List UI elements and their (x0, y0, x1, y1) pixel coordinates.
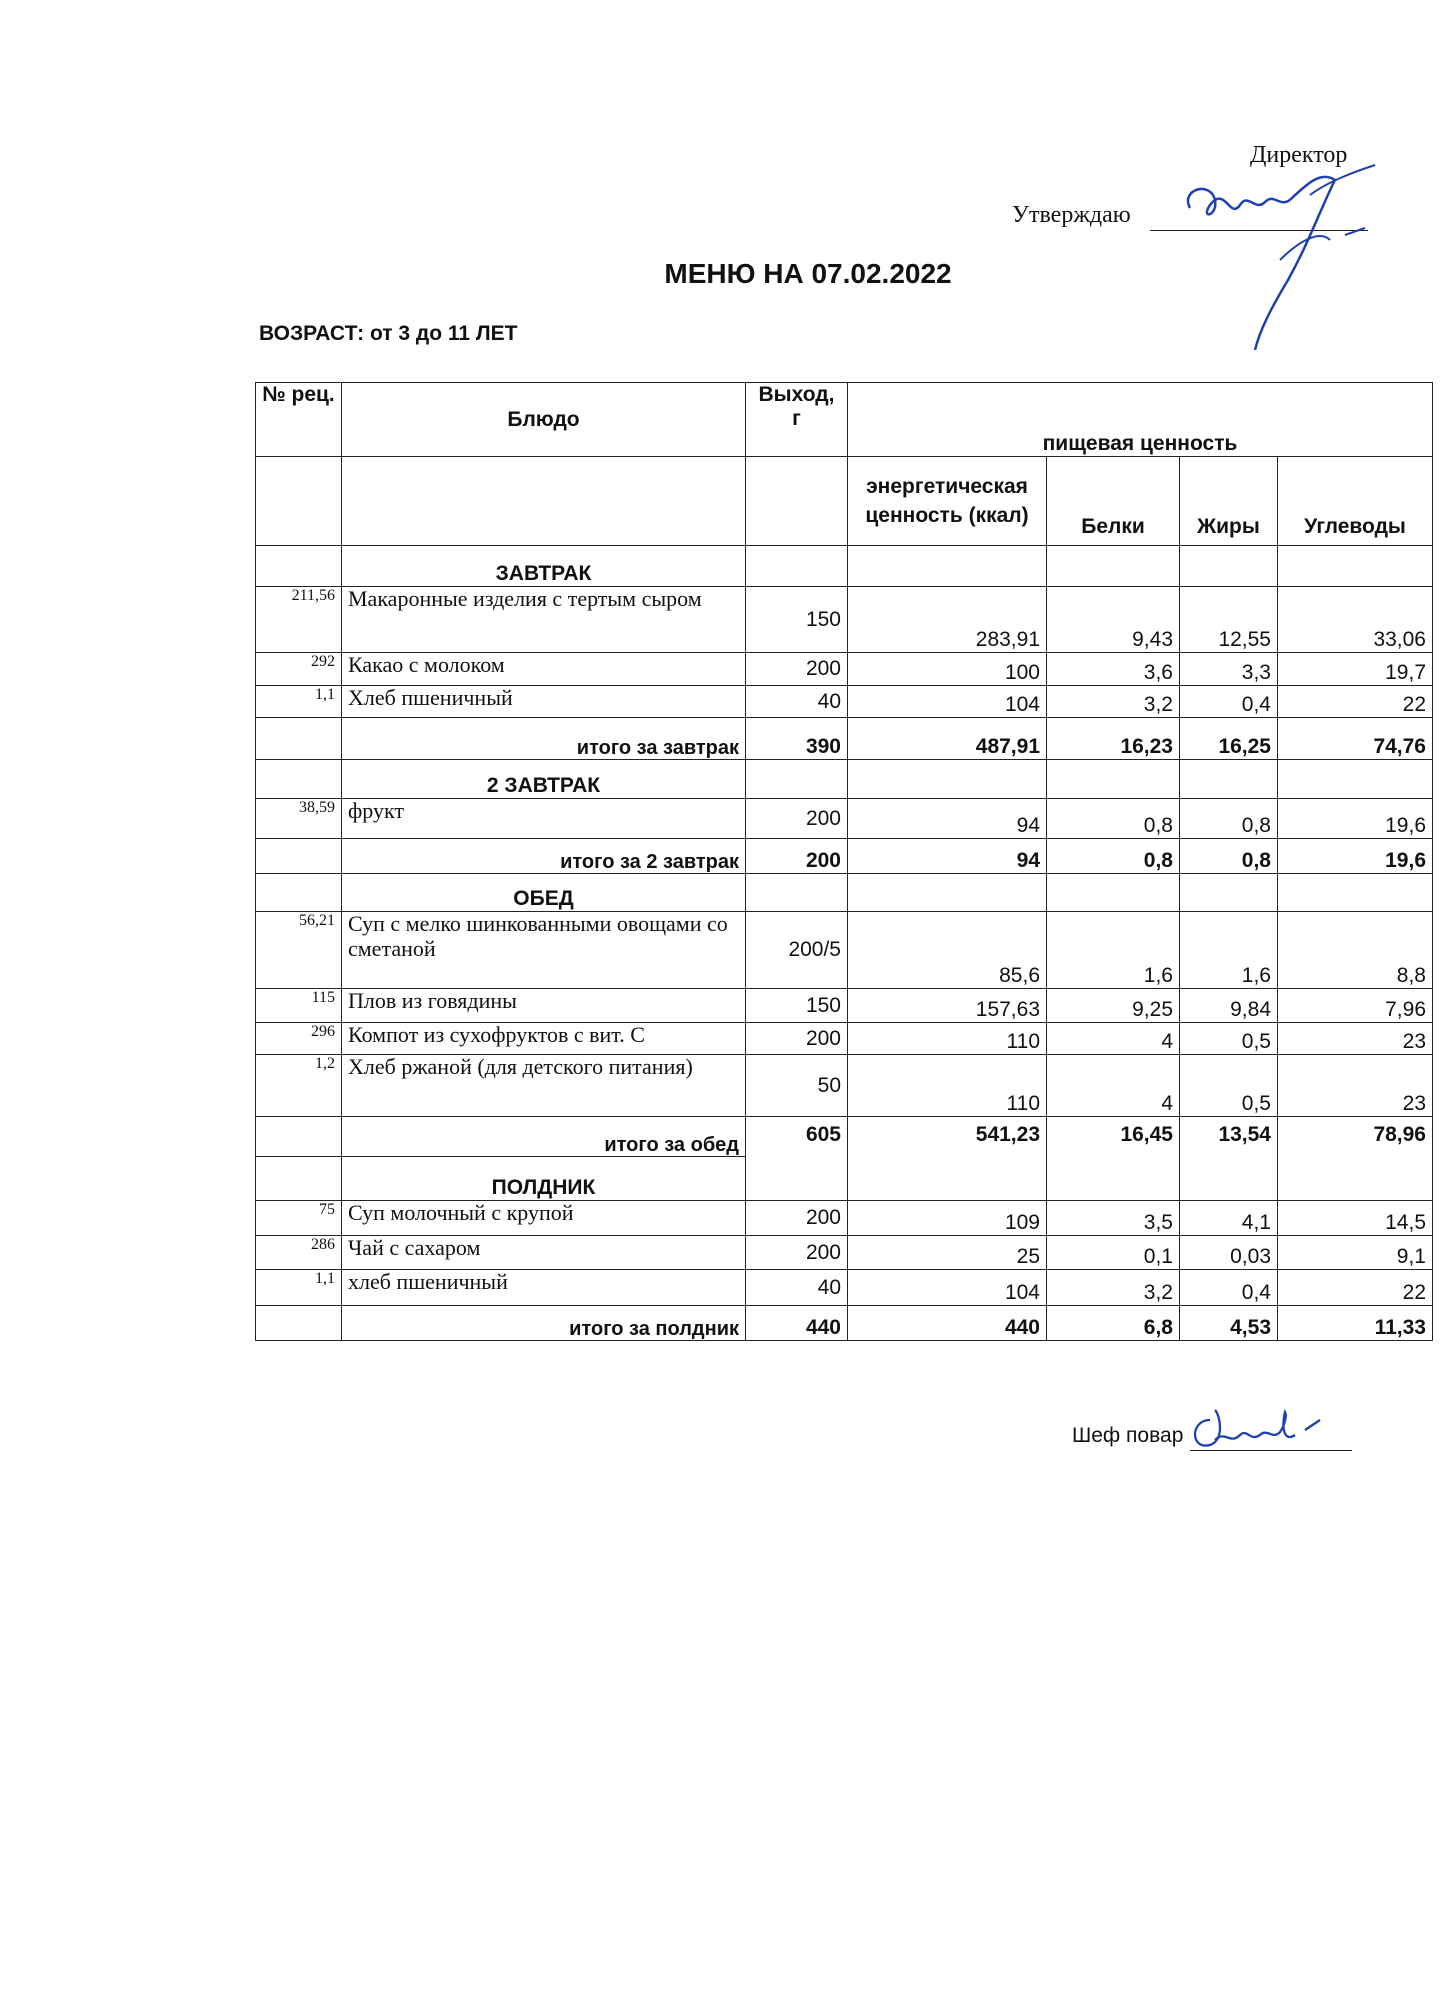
empty-cell (1180, 874, 1278, 912)
empty-cell (1047, 760, 1180, 799)
total-kcal: 94 (848, 839, 1047, 874)
empty-cell (256, 839, 342, 874)
total-yield: 200 (746, 839, 848, 874)
recipe-number: 1,1 (256, 1270, 342, 1306)
total-yield: 390 (746, 718, 848, 760)
yield-value: 40 (746, 686, 848, 718)
total-label: итого за обед (342, 1117, 746, 1157)
recipe-number: 286 (256, 1236, 342, 1270)
table-row (256, 653, 1433, 686)
empty-cell (746, 874, 848, 912)
empty-cell (848, 874, 1047, 912)
table-row (256, 989, 1433, 1023)
carbs-value: 7,96 (1278, 989, 1433, 1023)
total-protein: 16,23 (1047, 718, 1180, 760)
kcal-value: 94 (848, 799, 1047, 839)
total-label: итого за полдник (342, 1306, 746, 1341)
total-row (256, 718, 1433, 760)
recipe-number: 38,59 (256, 799, 342, 839)
dish-name: Суп молочный с крупой (342, 1201, 746, 1236)
col-header-protein: Белки (1047, 457, 1180, 546)
age-label: ВОЗРАСТ: от 3 до 11 ЛЕТ (259, 322, 518, 345)
kcal-value: 110 (848, 1023, 1047, 1055)
section-title: ОБЕД (342, 874, 746, 912)
table-row (256, 1270, 1433, 1306)
carbs-value: 19,7 (1278, 653, 1433, 686)
empty-cell (1180, 546, 1278, 587)
section-row (256, 546, 1433, 587)
kcal-value: 104 (848, 1270, 1047, 1306)
total-kcal: 440 (848, 1306, 1047, 1341)
recipe-number: 292 (256, 653, 342, 686)
kcal-value: 104 (848, 686, 1047, 718)
table-row (256, 1023, 1433, 1055)
kcal-value: 100 (848, 653, 1047, 686)
total-protein: 6,8 (1047, 1306, 1180, 1341)
total-protein: 0,8 (1047, 839, 1180, 874)
section-row (256, 874, 1433, 912)
protein-value: 3,6 (1047, 653, 1180, 686)
yield-value: 200 (746, 799, 848, 839)
protein-value: 0,1 (1047, 1236, 1180, 1270)
total-fat: 16,25 (1180, 718, 1278, 760)
dish-name: Какао с молоком (342, 653, 746, 686)
empty-cell (746, 760, 848, 799)
section-title: ПОЛДНИК (342, 1157, 746, 1201)
total-yield: 605 (746, 1117, 848, 1201)
total-fat: 13,54 (1180, 1117, 1278, 1201)
section-row (256, 760, 1433, 799)
director-label: Директор (1250, 142, 1348, 168)
yield-value: 150 (746, 587, 848, 653)
empty-cell (746, 546, 848, 587)
carbs-value: 33,06 (1278, 587, 1433, 653)
fat-value: 0,5 (1180, 1023, 1278, 1055)
fat-value: 1,6 (1180, 912, 1278, 989)
total-carbs: 78,96 (1278, 1117, 1433, 1201)
total-fat: 0,8 (1180, 839, 1278, 874)
director-signature (1170, 150, 1400, 360)
table-row (256, 686, 1433, 718)
empty-cell (1278, 546, 1433, 587)
total-label: итого за завтрак (342, 718, 746, 760)
fat-value: 0,4 (1180, 686, 1278, 718)
yield-value: 150 (746, 989, 848, 1023)
empty-cell (256, 457, 342, 546)
dish-name: Суп с мелко шинкованными овощами со сметаной (342, 912, 746, 989)
carbs-value: 9,1 (1278, 1236, 1433, 1270)
total-yield: 440 (746, 1306, 848, 1341)
empty-cell (256, 874, 342, 912)
table-row (256, 912, 1433, 989)
dish-name: Хлеб пшеничный (342, 686, 746, 718)
dish-name: хлеб пшеничный (342, 1270, 746, 1306)
empty-cell (1278, 874, 1433, 912)
total-carbs: 19,6 (1278, 839, 1433, 874)
recipe-number: 75 (256, 1201, 342, 1236)
fat-value: 0,4 (1180, 1270, 1278, 1306)
dish-name: фрукт (342, 799, 746, 839)
recipe-number: 56,21 (256, 912, 342, 989)
total-kcal: 541,23 (848, 1117, 1047, 1201)
col-header-fat: Жиры (1180, 457, 1278, 546)
recipe-number: 1,1 (256, 686, 342, 718)
dish-name: Плов из говядины (342, 989, 746, 1023)
chef-signature (1185, 1400, 1335, 1460)
carbs-value: 23 (1278, 1055, 1433, 1117)
protein-value: 0,8 (1047, 799, 1180, 839)
protein-value: 3,2 (1047, 1270, 1180, 1306)
empty-cell (256, 546, 342, 587)
empty-cell (342, 457, 746, 546)
recipe-number: 211,56 (256, 587, 342, 653)
table-row (256, 1055, 1433, 1117)
fat-value: 9,84 (1180, 989, 1278, 1023)
empty-cell (848, 760, 1047, 799)
approve-label: Утверждаю (1012, 202, 1131, 228)
total-kcal: 487,91 (848, 718, 1047, 760)
empty-cell (256, 1157, 342, 1201)
table-row (256, 799, 1433, 839)
yield-value: 200 (746, 1023, 848, 1055)
empty-cell (1047, 874, 1180, 912)
kcal-value: 25 (848, 1236, 1047, 1270)
fat-value: 0,03 (1180, 1236, 1278, 1270)
empty-cell (256, 760, 342, 799)
total-protein: 16,45 (1047, 1117, 1180, 1201)
fat-value: 12,55 (1180, 587, 1278, 653)
yield-value: 200 (746, 653, 848, 686)
kcal-value: 283,91 (848, 587, 1047, 653)
protein-value: 3,2 (1047, 686, 1180, 718)
kcal-value: 157,63 (848, 989, 1047, 1023)
kcal-value: 85,6 (848, 912, 1047, 989)
carbs-value: 22 (1278, 686, 1433, 718)
fat-value: 0,8 (1180, 799, 1278, 839)
total-carbs: 74,76 (1278, 718, 1433, 760)
col-header-dish: Блюдо (342, 383, 746, 457)
total-row (256, 1117, 1433, 1157)
empty-cell (848, 546, 1047, 587)
yield-value: 200 (746, 1201, 848, 1236)
chef-label: Шеф повар (1072, 1424, 1184, 1447)
section-title: ЗАВТРАК (342, 546, 746, 587)
yield-value: 200 (746, 1236, 848, 1270)
dish-name: Хлеб ржаной (для детского питания) (342, 1055, 746, 1117)
yield-value: 40 (746, 1270, 848, 1306)
empty-cell (256, 1306, 342, 1341)
dish-name: Чай с сахаром (342, 1236, 746, 1270)
table-row (256, 1201, 1433, 1236)
col-header-carbs: Углеводы (1278, 457, 1433, 546)
carbs-value: 19,6 (1278, 799, 1433, 839)
kcal-value: 109 (848, 1201, 1047, 1236)
fat-value: 4,1 (1180, 1201, 1278, 1236)
recipe-number: 296 (256, 1023, 342, 1055)
yield-value: 200/5 (746, 912, 848, 989)
dish-name: Компот из сухофруктов с вит. С (342, 1023, 746, 1055)
total-row (256, 1306, 1433, 1341)
total-row (256, 839, 1433, 874)
carbs-value: 8,8 (1278, 912, 1433, 989)
protein-value: 1,6 (1047, 912, 1180, 989)
col-header-yield: Выход, г (746, 383, 848, 457)
col-header-rec: № рец. (256, 383, 342, 457)
table-row (256, 587, 1433, 653)
total-label: итого за 2 завтрак (342, 839, 746, 874)
empty-cell (256, 718, 342, 760)
recipe-number: 1,2 (256, 1055, 342, 1117)
protein-value: 9,43 (1047, 587, 1180, 653)
empty-cell (256, 1117, 342, 1157)
col-header-nutrition: пищевая ценность (848, 383, 1433, 457)
protein-value: 9,25 (1047, 989, 1180, 1023)
empty-cell (1047, 546, 1180, 587)
empty-cell (1278, 760, 1433, 799)
protein-value: 3,5 (1047, 1201, 1180, 1236)
empty-cell (1180, 760, 1278, 799)
protein-value: 4 (1047, 1055, 1180, 1117)
total-carbs: 11,33 (1278, 1306, 1433, 1341)
section-title: 2 ЗАВТРАК (342, 760, 746, 799)
yield-value: 50 (746, 1055, 848, 1117)
fat-value: 0,5 (1180, 1055, 1278, 1117)
table-row (256, 1236, 1433, 1270)
carbs-value: 23 (1278, 1023, 1433, 1055)
total-fat: 4,53 (1180, 1306, 1278, 1341)
page-title: МЕНЮ НА 07.02.2022 (664, 258, 952, 289)
recipe-number: 115 (256, 989, 342, 1023)
empty-cell (746, 457, 848, 546)
col-header-kcal: энергетическая ценность (ккал) (848, 457, 1047, 546)
carbs-value: 14,5 (1278, 1201, 1433, 1236)
menu-table (255, 382, 1433, 1341)
carbs-value: 22 (1278, 1270, 1433, 1306)
fat-value: 3,3 (1180, 653, 1278, 686)
kcal-value: 110 (848, 1055, 1047, 1117)
dish-name: Макаронные изделия с тертым сыром (342, 587, 746, 653)
protein-value: 4 (1047, 1023, 1180, 1055)
